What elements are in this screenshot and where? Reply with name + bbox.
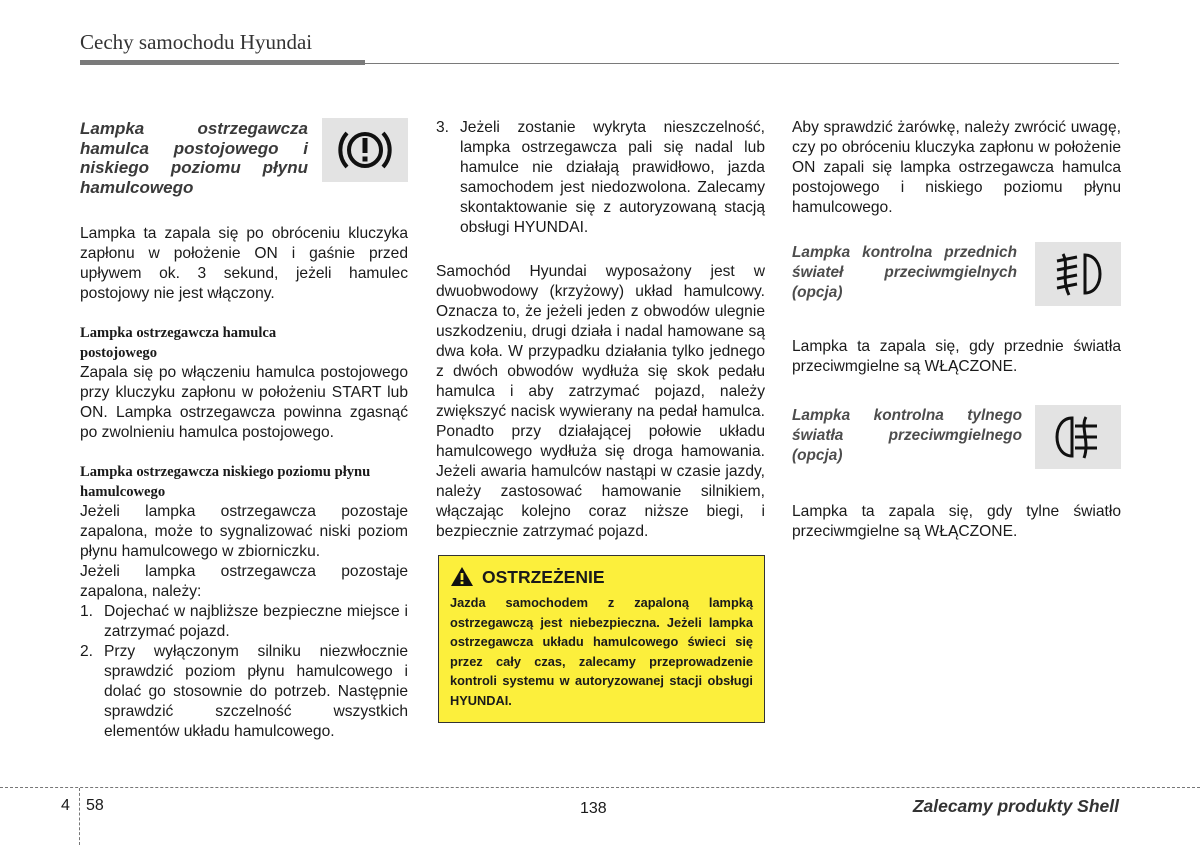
- brake-section-heading: [80, 118, 408, 197]
- section-title: Lampka ostrzegawcza hamulca postojowego i niskiego poziomu płynu hamulcowego: [80, 119, 308, 197]
- procedure-steps-continued: [436, 118, 765, 238]
- rear-fog-icon-box: [1035, 405, 1121, 469]
- warning-title: OSTRZEŻENIE: [482, 566, 605, 587]
- dual-circuit-paragraph: Samochód Hyundai wyposażony jest w dwuobwodowy (krzyżowy) układ hamulcowy. Oznacza to, że jeżeli jeden z obwodów ulegnie uszkodzeniu, drugi działa i nadal hamowane są dwa koła. W przypadku działania tylko jednego z dwóch obwodów wydłuża się skok pedału hamulca i aby zatrzymać pojazd, należy zwiększyć nacisk wywierany na pedał hamulca. Ponadto przy działającej połowie układu hamulcowego wydłuża się droga hamowania. Jeżeli awaria hamulców nastąpi w czasie jazdy, należy zastosować hamowanie silnikiem, włączając kolejno coraz niższe biegi, i bezpiecznie zatrzymać pojazd.: [436, 263, 765, 540]
- subheading-parking-brake: Lampka ostrzegawcza hamulca postojowego: [80, 325, 277, 361]
- rear-fog-title: Lampka kontrolna tylnego światła przeciwmgielnego (opcja): [792, 407, 1022, 464]
- parking-brake-paragraph: Zapala się po włączeniu hamulca postojowego przy kluczyku zapłonu w położeniu START lub ON. Lampka ostrzegawcza powinna zgasnąć po zwolnieniu hamulca postojowego.: [80, 364, 408, 441]
- step-number: 1.: [80, 603, 94, 620]
- brake-icon-box: [322, 118, 408, 182]
- sheet-number: 138: [580, 800, 607, 817]
- rear-fog-heading: [792, 405, 1121, 469]
- step-number: 2.: [80, 643, 94, 660]
- column-1: [80, 118, 408, 742]
- front-fog-heading: [792, 242, 1121, 306]
- column-3: [792, 118, 1121, 542]
- warning-text: Jazda samochodem z zapaloną lampką ostrzegawczą jest niebezpieczna. Jeżeli lampka ostrzegawcza układu hamulcowego świeci się przez cały czas, zalecamy przeprowadzenie kontroli systemu w autoryzowanej stacji obsługi HYUNDAI.: [450, 595, 753, 708]
- chapter-number: 4: [61, 797, 70, 814]
- rear-fog-paragraph: Lampka ta zapala się, gdy tylne światło przeciwmgielne są WŁĄCZONE.: [792, 503, 1121, 540]
- procedure-steps: [80, 602, 408, 742]
- warning-heading: [450, 566, 753, 587]
- header-rule-thin: [365, 63, 1119, 64]
- warning-box: [438, 555, 765, 723]
- list-item: [436, 118, 765, 238]
- header-rule-thick: [80, 60, 365, 65]
- page-header-title: Cechy samochodu Hyundai: [80, 30, 313, 54]
- list-item: [80, 642, 408, 742]
- page-number: 58: [86, 797, 104, 814]
- front-fog-title: Lampka kontrolna przednich świateł przeciwmgielnych (opcja): [792, 244, 1017, 301]
- step-text: Dojechać w najbliższe bezpieczne miejsce i zatrzymać pojazd.: [104, 603, 408, 640]
- brake-fluid-paragraph-2: Jeżeli lampka ostrzegawcza pozostaje zapalona, należy:: [80, 563, 408, 600]
- intro-paragraph: Lampka ta zapala się po obróceniu kluczyka zapłonu w położenie ON i gaśnie przed upływem ok. 3 sekund, jeżeli hamulec postojowy nie jest włączony.: [80, 225, 408, 302]
- footer-divider: [0, 787, 1200, 788]
- footer-slogan: Zalecamy produkty Shell: [912, 796, 1119, 816]
- footer-vertical-divider: [79, 788, 80, 845]
- bulb-check-paragraph: Aby sprawdzić żarówkę, należy zwrócić uwagę, czy po obróceniu kluczyka zapłonu w położenie ON zapali się lampka ostrzegawcza hamulca postojowego i niskiego poziomu płynu hamulcowego.: [792, 119, 1121, 216]
- brake-fluid-paragraph-1: Jeżeli lampka ostrzegawcza pozostaje zapalona, może to sygnalizować niski poziom płynu hamulcowego w zbiorniczku.: [80, 503, 408, 560]
- step-text: Przy wyłączonym silniku niezwłocznie sprawdzić poziom płynu hamulcowego i dolać go stosownie do potrzeb. Następnie sprawdzić szczelność wszystkich elementów układu hamulcowego.: [104, 643, 408, 740]
- front-fog-light-icon: [1047, 249, 1109, 299]
- step-text: Jeżeli zostanie wykryta nieszczelność, lampka ostrzegawcza pali się nadal lub hamulce nie działają prawidłowo, jazda samochodem jest niedozwolona. Zalecamy skontaktowanie się z autoryzowaną stacją obsługi HYUNDAI.: [460, 119, 765, 236]
- front-fog-paragraph: Lampka ta zapala się, gdy przednie światła przeciwmgielne są WŁĄCZONE.: [792, 338, 1121, 375]
- rear-fog-light-icon: [1050, 412, 1106, 462]
- list-item: [80, 602, 408, 642]
- brake-warning-icon: [334, 123, 396, 177]
- column-2: [436, 118, 765, 723]
- front-fog-icon-box: [1035, 242, 1121, 306]
- step-number: 3.: [436, 119, 450, 136]
- subheading-brake-fluid: Lampka ostrzegawcza niskiego poziomu płynu hamulcowego: [80, 464, 371, 500]
- warning-triangle-icon: [450, 566, 474, 587]
